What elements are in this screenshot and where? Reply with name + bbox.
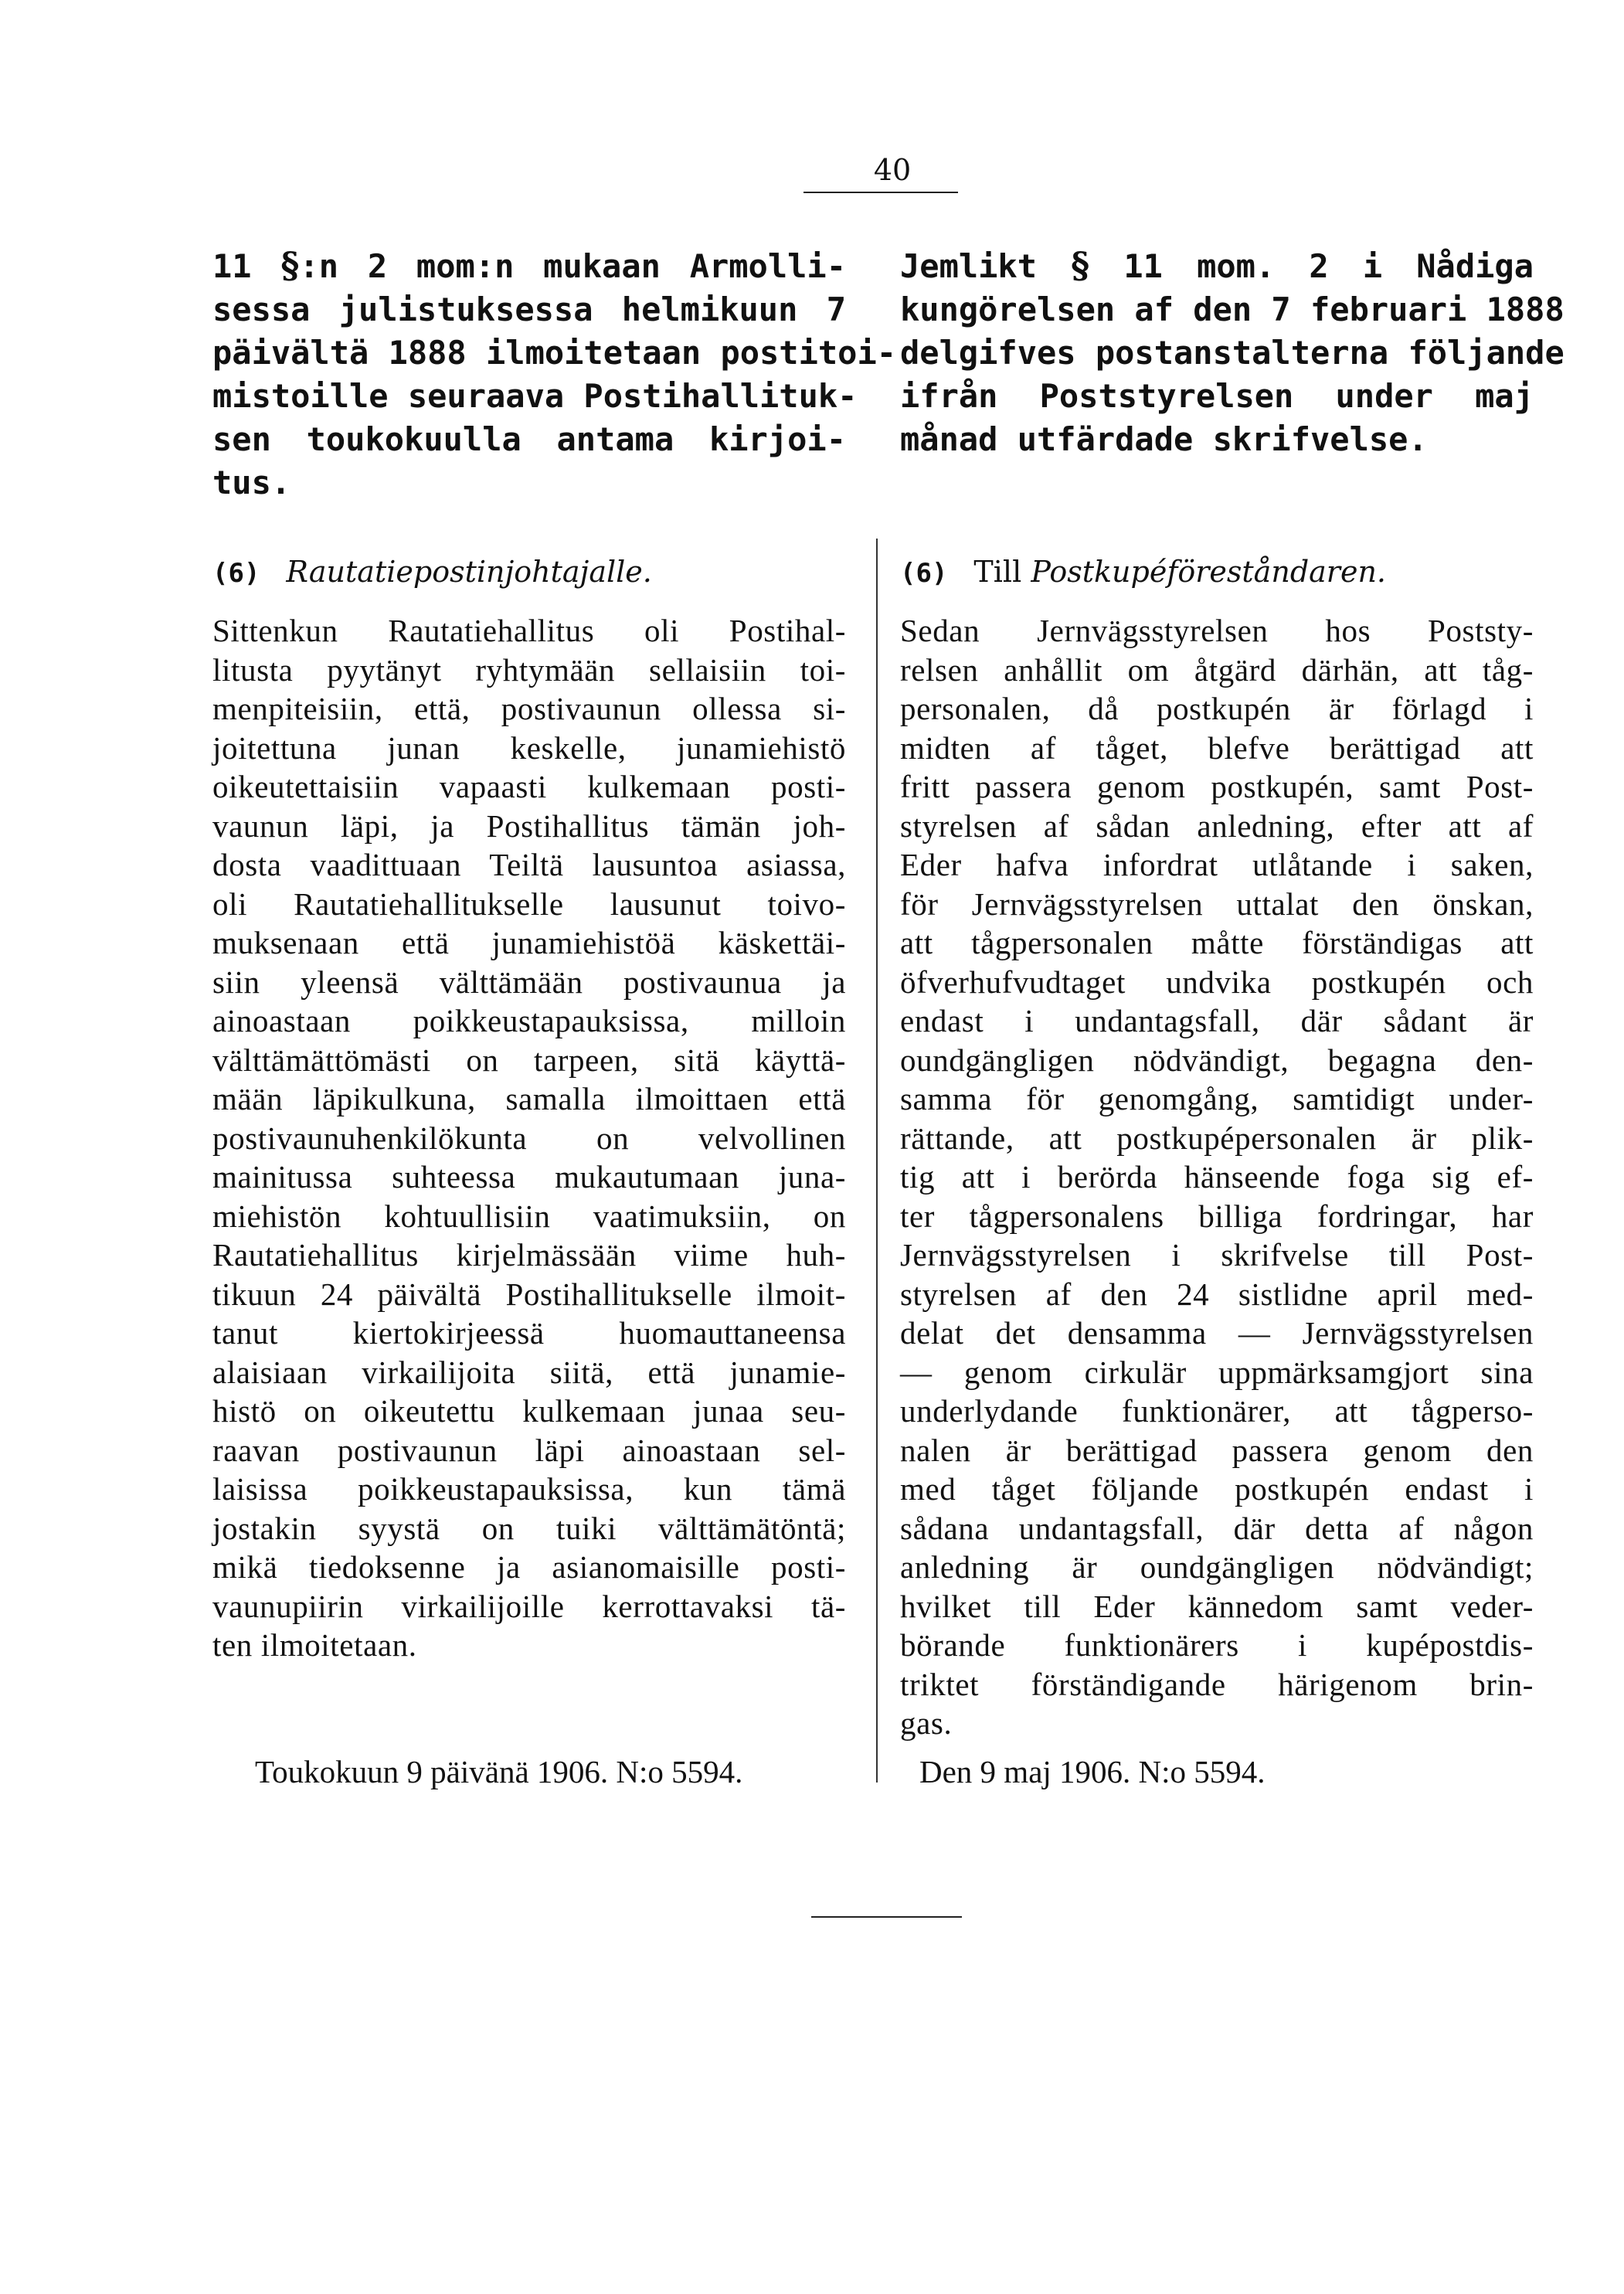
text-line: mistoille seuraava Postihallituk- — [212, 377, 858, 415]
swedish-addressee: Postkupéföreståndaren. — [1031, 555, 1387, 589]
text-line: sådana undantagsfall, där detta af någon — [900, 1510, 1534, 1546]
text-line: mään läpikulkuna, samalla ilmoittaen että — [212, 1081, 846, 1116]
finnish-circular-number: (6) — [212, 558, 260, 589]
finnish-intro-lines — [212, 243, 897, 505]
text-line: tus. — [212, 464, 291, 501]
text-line: 11 §:n 2 mom:n mukaan Armolli- — [212, 244, 846, 286]
text-line: börande funktionärers i kupépostdis- — [900, 1627, 1534, 1663]
text-line: Sedan Jernvägsstyrelsen hos Poststy- — [900, 613, 1534, 648]
text-line: Sittenkun Rautatiehallitus oli Postihal- — [212, 613, 846, 648]
finnish-addressee: Rautatiepostinjohtajalle. — [286, 555, 652, 589]
swedish-circular-number: (6) — [900, 558, 948, 589]
text-line: oundgängligen nödvändigt, begagna den- — [900, 1042, 1534, 1078]
text-line: Rautatiehallitus kirjelmässään viime huh- — [212, 1237, 846, 1273]
text-line: triktet förständigande härigenom brin- — [900, 1666, 1534, 1702]
text-line: styrelsen af den 24 sistlidne april med- — [900, 1276, 1534, 1312]
text-line: relsen anhållit om åtgärd därhän, att tåg- — [900, 651, 1534, 688]
text-line: Jernvägsstyrelsen i skrifvelse till Post- — [900, 1237, 1534, 1273]
text-line: postivaunuhenkilökunta on velvollinen — [212, 1120, 846, 1156]
swedish-signature: Den 9 maj 1906. N:o 5594. — [919, 1754, 1266, 1789]
text-line: mainitussa suhteessa mukautumaan juna- — [212, 1159, 846, 1195]
column-divider — [876, 539, 878, 1783]
text-line: menpiteisiin, että, postivaunun ollessa si- — [212, 691, 846, 726]
bottom-rule — [811, 1916, 962, 1918]
text-line: fritt passera genom postkupén, samt Post- — [900, 769, 1534, 804]
text-line: vaunupiirin virkailijoille kerrottavaksi tä- — [212, 1588, 846, 1624]
text-line: underlydande funktionärer, att tågperso- — [900, 1393, 1534, 1429]
text-line: anledning är oundgängligen nödvändigt; — [900, 1549, 1534, 1585]
text-line: miehistön kohtuullisiin vaatimuksiin, on — [212, 1198, 846, 1234]
finnish-intro — [212, 243, 897, 522]
text-line: dosta vaadittuaan Teiltä lausuntoa asiassa, — [212, 847, 846, 882]
text-line: att tågpersonalen måtte förständigas att — [900, 925, 1534, 960]
swedish-intro-lines — [900, 243, 1565, 461]
text-line: oli Rautatiehallitukselle lausunut toivo- — [212, 885, 846, 922]
text-line: hvilket till Eder kännedom samt veder- — [900, 1588, 1534, 1624]
text-line: gas. — [900, 1705, 953, 1741]
text-line: samma för genomgång, samtidigt under- — [900, 1081, 1534, 1116]
text-line: vaunun läpi, ja Postihallitus tämän joh- — [212, 807, 846, 844]
text-line: sessa julistuksessa helmikuun 7 — [212, 291, 846, 328]
text-line: Jemlikt § 11 mom. 2 i Nådiga — [900, 244, 1534, 286]
text-line: välttämättömästi on tarpeen, sitä käyttä- — [212, 1042, 846, 1078]
text-line: muksenaan että junamiehistöä käskettäi- — [212, 925, 846, 960]
swedish-body — [900, 611, 1534, 1743]
text-line: siin yleensä välttämään postivaunua ja — [212, 963, 846, 1000]
text-line: för Jernvägsstyrelsen uttalat den önskan, — [900, 885, 1534, 922]
swedish-addressee-prefix: Till — [973, 555, 1022, 589]
swedish-column — [900, 243, 1565, 1743]
text-line: delat det densamma — Jernvägsstyrelsen — [900, 1315, 1534, 1351]
text-line: oikeutettaisiin vapaasti kulkemaan posti- — [212, 769, 846, 804]
text-line: personalen, då postkupén är förlagd i — [900, 691, 1534, 726]
text-line: rättande, att postkupépersonalen är plik- — [900, 1120, 1534, 1156]
finnish-column — [212, 243, 897, 1665]
text-line: ifrån Poststyrelsen under maj — [900, 377, 1534, 415]
page-number: 40 — [873, 153, 912, 187]
text-line: alaisiaan virkailijoita siitä, että junamie- — [212, 1354, 846, 1390]
page-number-rule — [804, 192, 958, 193]
text-line: raavan postivaunun läpi ainoastaan sel- — [212, 1432, 846, 1468]
text-line: jostakin syystä on tuiki välttämätöntä; — [212, 1510, 846, 1546]
text-line: midten af tåget, blefve berättigad att — [900, 729, 1534, 766]
text-line: tanut kiertokirjeessä huomauttaneensa — [212, 1315, 846, 1351]
swedish-heading — [900, 554, 1534, 590]
text-line: delgifves postanstalterna följande — [900, 334, 1565, 372]
text-line: Eder hafva infordrat utlåtande i saken, — [900, 847, 1534, 882]
text-line: kungörelsen af den 7 februari 1888 — [900, 291, 1565, 328]
text-line: mikä tiedoksenne ja asianomaisille posti- — [212, 1549, 846, 1585]
finnish-body — [212, 611, 846, 1665]
text-line: tikuun 24 päivältä Postihallitukselle ilmoit- — [212, 1276, 846, 1312]
text-line: litusta pyytänyt ryhtymään sellaisiin toi- — [212, 651, 846, 688]
text-line: — genom cirkulär uppmärksamgjort sina — [900, 1354, 1534, 1390]
text-line: laisissa poikkeustapauksissa, kun tämä — [212, 1471, 846, 1507]
text-line: månad utfärdade skrifvelse. — [900, 420, 1428, 458]
text-line: ainoastaan poikkeustapauksissa, milloin — [212, 1003, 846, 1038]
text-line: nalen är berättigad passera genom den — [900, 1432, 1534, 1468]
finnish-signature: Toukokuun 9 päivänä 1906. N:o 5594. — [255, 1754, 743, 1789]
text-line: joitettuna junan keskelle, junamiehistö — [212, 729, 846, 766]
text-line: styrelsen af sådan anledning, efter att af — [900, 807, 1534, 844]
text-line: endast i undantagsfall, där sådant är — [900, 1003, 1534, 1038]
text-line: päivältä 1888 ilmoitetaan postitoi- — [212, 334, 897, 372]
text-line: öfverhufvudtaget undvika postkupén och — [900, 963, 1534, 1000]
finnish-heading — [212, 554, 846, 590]
text-line: sen toukokuulla antama kirjoi- — [212, 420, 846, 458]
text-line: tig att i berörda hänseende foga sig ef- — [900, 1159, 1534, 1195]
text-line: histö on oikeutettu kulkemaan junaa seu- — [212, 1393, 846, 1429]
swedish-intro — [900, 243, 1565, 522]
text-line: med tåget följande postkupén endast i — [900, 1471, 1534, 1507]
text-line: ten ilmoitetaan. — [212, 1627, 417, 1663]
text-line: ter tågpersonalens billiga fordringar, har — [900, 1198, 1534, 1234]
